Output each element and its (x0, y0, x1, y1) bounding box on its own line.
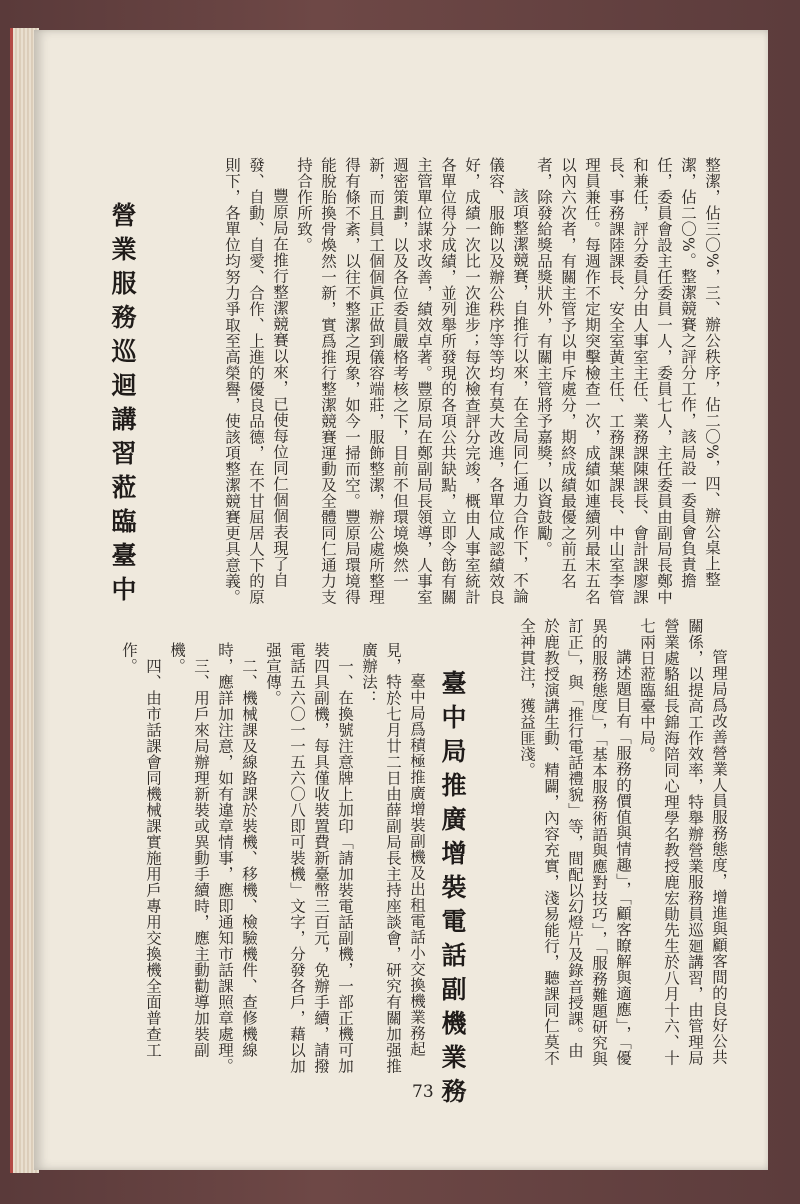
article1-title: 營業服務巡迴講習蒞臨臺中 (108, 202, 137, 610)
paragraph-effect: 該項整潔競賽，自推行以來，在全局同仁通力合作下，不論儀容、服飾以及辦公秩序等等均有莫大改進，各單位咸認績效良好，成績一次比一次進步；每次檢查評分完竣，概由人事室統計各單位得分成績，並列舉所發現的各項公共缺點，立即令飭有關主管單位謀求改善，績效卓著。豐原局在鄭副局長領導，人事室週密策劃，以及各位委員嚴格考核之下，目前不但環境煥然一新，而且員工個個眞正做到儀容端莊，服飾整潔，辦公處所整理得有條不紊，以往不整潔之現象，如今一掃而空。豐原局環境得能脫胎換骨煥然一新，實爲推行整潔競賽運動及全體同仁通力支持合作所致。 (295, 157, 529, 605)
article1-paragraph-1: 管理局爲改善營業人員服務態度，增進與顧客間的良好公共關係，以提高工作效率，特舉辦營業服務員巡廻講習，由管理局營業處駱組長錦海陪同心理學名教授鹿宏勛先生於八月十六、十七兩日蒞臨臺中局。 (638, 618, 728, 1066)
top-text-block (202, 157, 724, 612)
paragraph-conclusion: 豐原局在推行整潔競賽以來，已使每位同仁個個表現了自發、自動、自愛、合作、上進的優良品德，在不甘屈居人下的原則下，各單位均努力爭取至高榮譽，使該項整潔競賽更具意義。 (223, 157, 289, 605)
page-number: 73 (412, 1082, 434, 1102)
paragraph-continuation: 整潔，佔三〇%，三、辦公秩序，佔二〇%，四、辦公桌上整潔，佔二〇%。整潔競賽之評分工作，該局設一委員會負責擔任，委員會設主任委員一人，委員七人，主任委員由副局長鄭中和兼任，評分委員分由人事室主任、業務課陳課長、會計課廖課長、事務課陸課長、安全室黃主任、工務課葉課長、中山室李管理員兼任。每週作不定期突擊檢查一次，成績如連續列最末五名以內六次者，有關主管予以申斥處分，期終成績最優之前五名者，除發給獎品獎狀外，有關主管將予嘉獎，以資鼓勵。 (535, 157, 721, 605)
article2-body (104, 642, 429, 1082)
article2-item-2: 二、機械課及線路課於裝機、移機、檢驗機件、查修機線時，應詳加注意，如有違章情事，應即通知市話課照章處理。 (216, 642, 258, 1074)
book-page (34, 30, 768, 1170)
article1-body (499, 618, 731, 1073)
article1-paragraph-2: 講述題目有「服務的價值與情趣」，「顧客瞭解與適應」，「優異的服務態度」，「基本服務術語與應對技巧」，「服務難題研究與訂正」，與「推行電話禮貌」等，間配以幻燈片及錄音授課。由於鹿教授演講生動、精闢，內容充實，淺易能行，聽課同仁莫不全神貫注，獲益匪淺。 (518, 618, 632, 1067)
article2-item-4: 四、由市話課會同機械課實施用戶專用交換機全面普查工作。 (120, 642, 162, 1058)
article2-item-1: 一、在換號注意牌上加印「請加裝電話副機，一部正機可加裝四具副機，每具僅收裝置費新臺幣三百元，免辦手續，請撥電話五六〇一一五六〇八即可裝機」文字，分發各戶，藉以加强宣傳。 (264, 642, 354, 1074)
article2-item-3: 三、用戶來局辦理新裝或異動手續時，應主動勸導加裝副機。 (168, 642, 210, 1058)
article2-intro: 臺中局爲積極推廣增裝副機及出租電話小交換機業務起見，特於七月廿二日由薛副局長主持座談會，研究有關加强推廣辦法： (360, 642, 426, 1074)
article2-title: 臺中局推廣增裝電話副機業務 (438, 670, 467, 1112)
